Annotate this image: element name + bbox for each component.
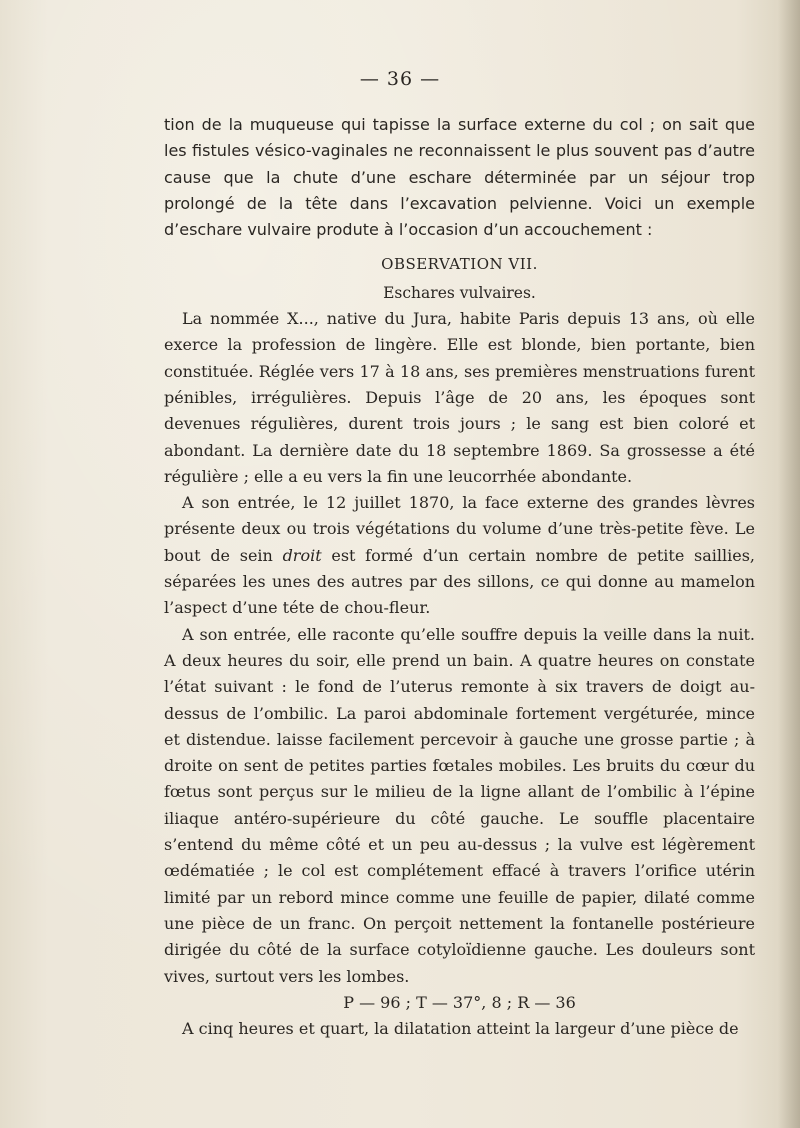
italic-word: droit [282, 545, 322, 565]
page-edge-shadow [778, 0, 800, 1128]
vitals-line: P — 96 ; T — 37°, 8 ; R — 36 [343, 992, 576, 1012]
intro-section [164, 112, 755, 243]
observation-subtitle: Eschares vulvaires. [383, 283, 536, 302]
paragraph-admission-findings [164, 490, 755, 621]
paragraph-text: est formé d’un certain nombre de petite saillies, séparées les unes des autres par des sillons, ce qui donne au mamelon l’aspect d’une téte de chou-fleur. [164, 545, 755, 618]
paragraph-dilatation: A cinq heures et quart, la dilatation atteint la largeur d’une pièce de [182, 1019, 739, 1039]
intro-paragraph: tion de la muqueuse qui tapisse la surface externe du col ; on sait que les fistules vésico-vaginales ne reconnaissent le plus souvent pas d’autre cause que la chute d’une eschare déterminée par un séjour trop prolongé de la tête dans l’excavation pelvienne. Voici un exemple d’eschare vulvaire produte à l’occasion d’un accouchement : [164, 115, 755, 240]
body-text [164, 112, 755, 1042]
observation-title: OBSERVATION VII. [381, 255, 538, 274]
paragraph-examination: A son entrée, elle raconte qu’elle souffre depuis la veille dans la nuit. A deux heures du soir, elle prend un bain. A quatre heures on constate l’état suivant : le fond de l’uterus remonte à six travers de doigt au-dessus de l’ombilic. La paroi abdominale fortement vergéturée, mince et distendue. laisse facilement percevoir à gauche une grosse partie ; à droite on sent de petites parties fœtales mobiles. Les bruits du cœur du fœtus sont perçus sur le milieu de la ligne allant de l’ombilic à l’épine iliaque antéro-supérieure du côté gauche. Le souffle placentaire s’entend du même côté et un peu au-dessus ; la vulve est légèrement œdématiée ; le col est complétement effacé à travers l’orifice utérin limité par un rebord mince comme une feuille de papier, dilaté comme une pièce de un franc. On perçoit nettement la fontanelle postérieure dirigée du côté de la surface cotyloïdienne gauche. Les douleurs sont vives, surtout vers les lombes. [164, 624, 755, 986]
page-number: — 36 — [359, 68, 441, 90]
paragraph-patient-history: La nommée X..., native du Jura, habite Paris depuis 13 ans, où elle exerce la profession de lingère. Elle est blonde, bien portante, bien constituée. Réglée vers 17 à 18 ans, ses premières menstruations furent pénibles, irrégulières. Depuis l’âge de 20 ans, les époques sont devenues régulières, durent trois jours ; le sang est bien coloré et abondant. La dernière date du 18 septembre 1869. Sa grossesse a été régulière ; elle a eu vers la fin une leucorrhée abondante. [164, 309, 755, 486]
paragraph-text: A son entrée, le 12 juillet 1870, la face externe des grandes lèvres présente deux ou trois végétations du volume d’une très-petite fève. Le bout de sein [164, 493, 755, 565]
